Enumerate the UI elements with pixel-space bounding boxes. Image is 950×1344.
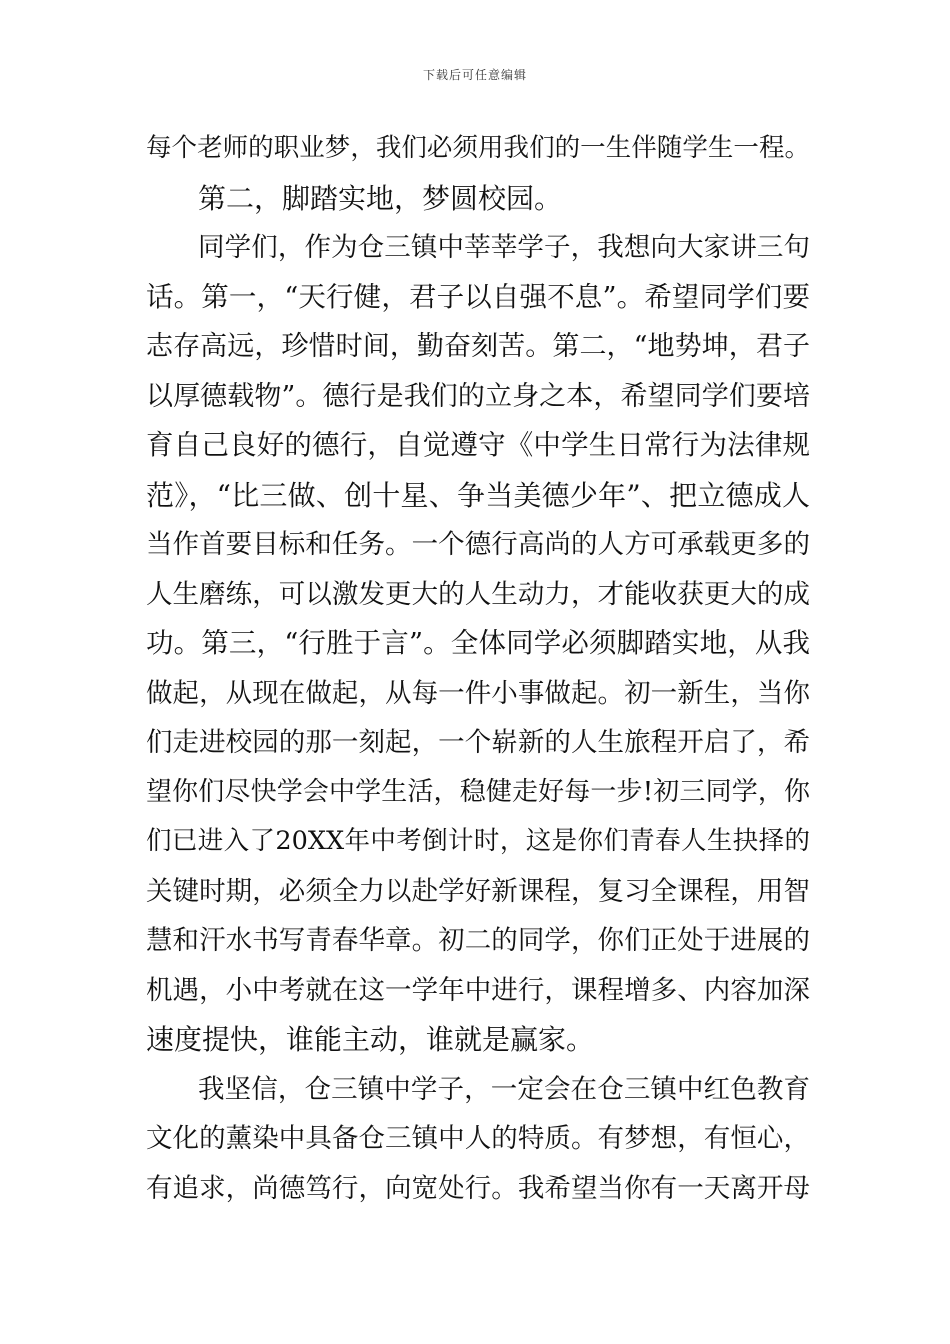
text-line: 话。第一，“天行健，君子以自强不息”。希望同学们要 — [146, 280, 810, 313]
text-line: 同学们，作为仓三镇中莘莘学子，我想向大家讲三句 — [198, 232, 810, 263]
text-line: 以厚德载物”。德行是我们的立身之本，希望同学们要培 — [146, 380, 810, 412]
text-line: 们已进入了20XX年中考倒计时，这是你们青春人生抉择的 — [146, 826, 810, 856]
text-line: 有追求，尚德笃行，向宽处行。我希望当你有一天离开母 — [146, 1172, 810, 1204]
text-line: 人生磨练，可以激发更大的人生动力，才能收获更大的成 — [146, 578, 810, 610]
text-line: 望你们尽快学会中学生活，稳健走好每一步!初三同学，你 — [146, 776, 810, 807]
text-line: 功。第三，“行胜于言”。全体同学必须脚踏实地，从我 — [146, 627, 810, 659]
body-text — [146, 124, 810, 1213]
text-line: 第二，脚踏实地，梦圆校园。 — [198, 181, 563, 215]
text-line: 做起，从现在做起，从每一件小事做起。初一新生，当你 — [146, 677, 810, 709]
text-line: 慧和汗水书写青春华章。初二的同学，你们正处于进展的 — [146, 925, 810, 956]
page-header: 下载后可任意编辑 — [422, 68, 527, 82]
text-line: 志存高远，珍惜时间，勤奋刻苦。第二，“地势坤，君子 — [146, 331, 810, 362]
text-line: 机遇，小中考就在这一学年中进行，课程增多、内容加深 — [146, 974, 810, 1006]
text-line: 文化的薰染中具备仓三镇中人的特质。有梦想，有恒心， — [146, 1123, 810, 1154]
text-line: 范》，“比三做、创十星、争当美德少年”、把立德成人 — [146, 478, 810, 512]
text-line: 每个老师的职业梦，我们必须用我们的一生伴随学生一程。 — [146, 133, 810, 163]
text-line: 关键时期，必须全力以赴学好新课程，复习全课程，用智 — [146, 875, 810, 907]
text-line: 速度提快，谁能主动，谁就是赢家。 — [146, 1023, 595, 1056]
text-line: 我坚信，仓三镇中学子，一定会在仓三镇中红色教育 — [198, 1073, 810, 1105]
text-line: 当作首要目标和任务。一个德行高尚的人方可承载更多的 — [146, 529, 810, 560]
text-line: 们走进校园的那一刻起，一个崭新的人生旅程开启了，希 — [146, 727, 810, 758]
text-line: 育自己良好的德行，自觉遵守《中学生日常行为法律规 — [146, 429, 810, 461]
